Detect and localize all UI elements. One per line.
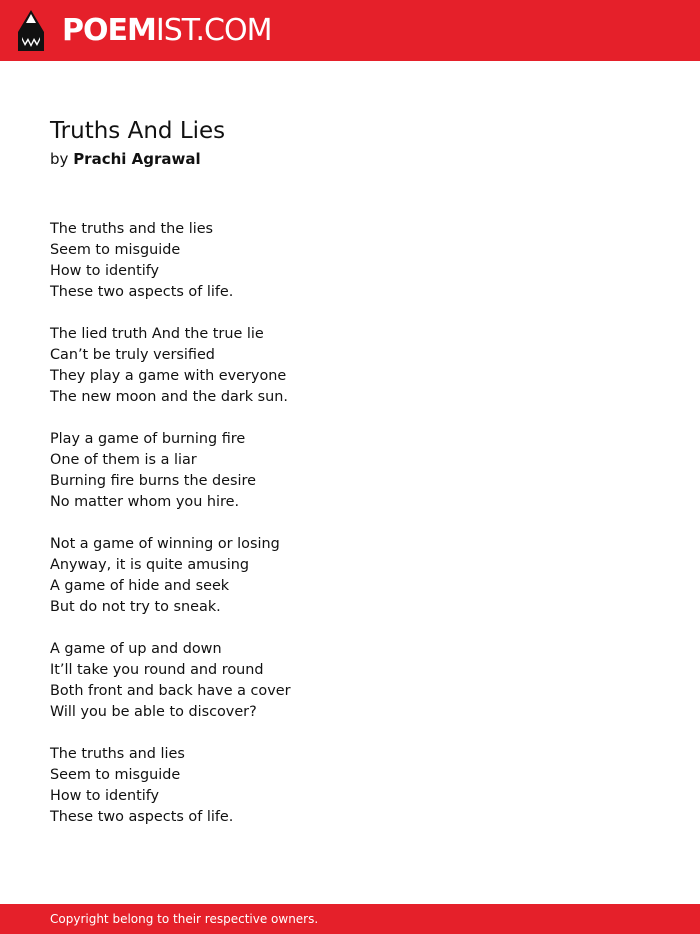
poem-line: Burning fire burns the desire bbox=[50, 473, 256, 489]
stanza bbox=[50, 429, 291, 513]
stanza bbox=[50, 324, 291, 408]
poem-line: Anyway, it is quite amusing bbox=[50, 557, 250, 573]
poem-line: Seem to misguide bbox=[50, 242, 181, 258]
poem-line: Play a game of burning fire bbox=[50, 431, 246, 447]
poem-line: How to identify bbox=[50, 263, 160, 279]
poem-line: Both front and back have a cover bbox=[50, 683, 291, 699]
site-footer bbox=[0, 904, 700, 934]
logo-text-bold: POEM bbox=[62, 13, 156, 48]
poem-line: One of them is a liar bbox=[50, 452, 197, 468]
copyright-notice: Copyright belong to their respective owners. bbox=[50, 912, 319, 926]
poem-line: But do not try to sneak. bbox=[50, 599, 221, 615]
poem-line: Will you be able to discover? bbox=[50, 704, 257, 720]
poem-line: They play a game with everyone bbox=[50, 368, 287, 384]
stanza bbox=[50, 639, 291, 723]
poem-line: The truths and lies bbox=[50, 746, 185, 762]
poem-line: Seem to misguide bbox=[50, 767, 181, 783]
stanza bbox=[50, 219, 291, 303]
poem-line: The lied truth And the true lie bbox=[50, 326, 264, 342]
poem-body bbox=[50, 219, 291, 849]
poem-line: These two aspects of life. bbox=[50, 809, 234, 825]
byline bbox=[50, 148, 201, 170]
author-name: Prachi Agrawal bbox=[73, 150, 201, 168]
poem-line: It’ll take you round and round bbox=[50, 662, 264, 678]
poem-line: A game of hide and seek bbox=[50, 578, 230, 594]
poem-line: The truths and the lies bbox=[50, 221, 214, 237]
stanza bbox=[50, 534, 291, 618]
poem-line: A game of up and down bbox=[50, 641, 222, 657]
poem-line: How to identify bbox=[50, 788, 160, 804]
stanza bbox=[50, 744, 291, 828]
poem-line: The new moon and the dark sun. bbox=[50, 389, 288, 405]
site-header bbox=[0, 0, 700, 61]
poem-line: Can’t be truly versified bbox=[50, 347, 215, 363]
by-label: by bbox=[50, 150, 69, 168]
poem-line: These two aspects of life. bbox=[50, 284, 234, 300]
poem-title: Truths And Lies bbox=[50, 118, 226, 144]
pencil-logo-icon bbox=[18, 10, 44, 51]
site-logo[interactable] bbox=[62, 13, 271, 49]
poem-line: No matter whom you hire. bbox=[50, 494, 240, 510]
poem-line: Not a game of winning or losing bbox=[50, 536, 280, 552]
logo-text-light: IST.COM bbox=[155, 13, 272, 48]
